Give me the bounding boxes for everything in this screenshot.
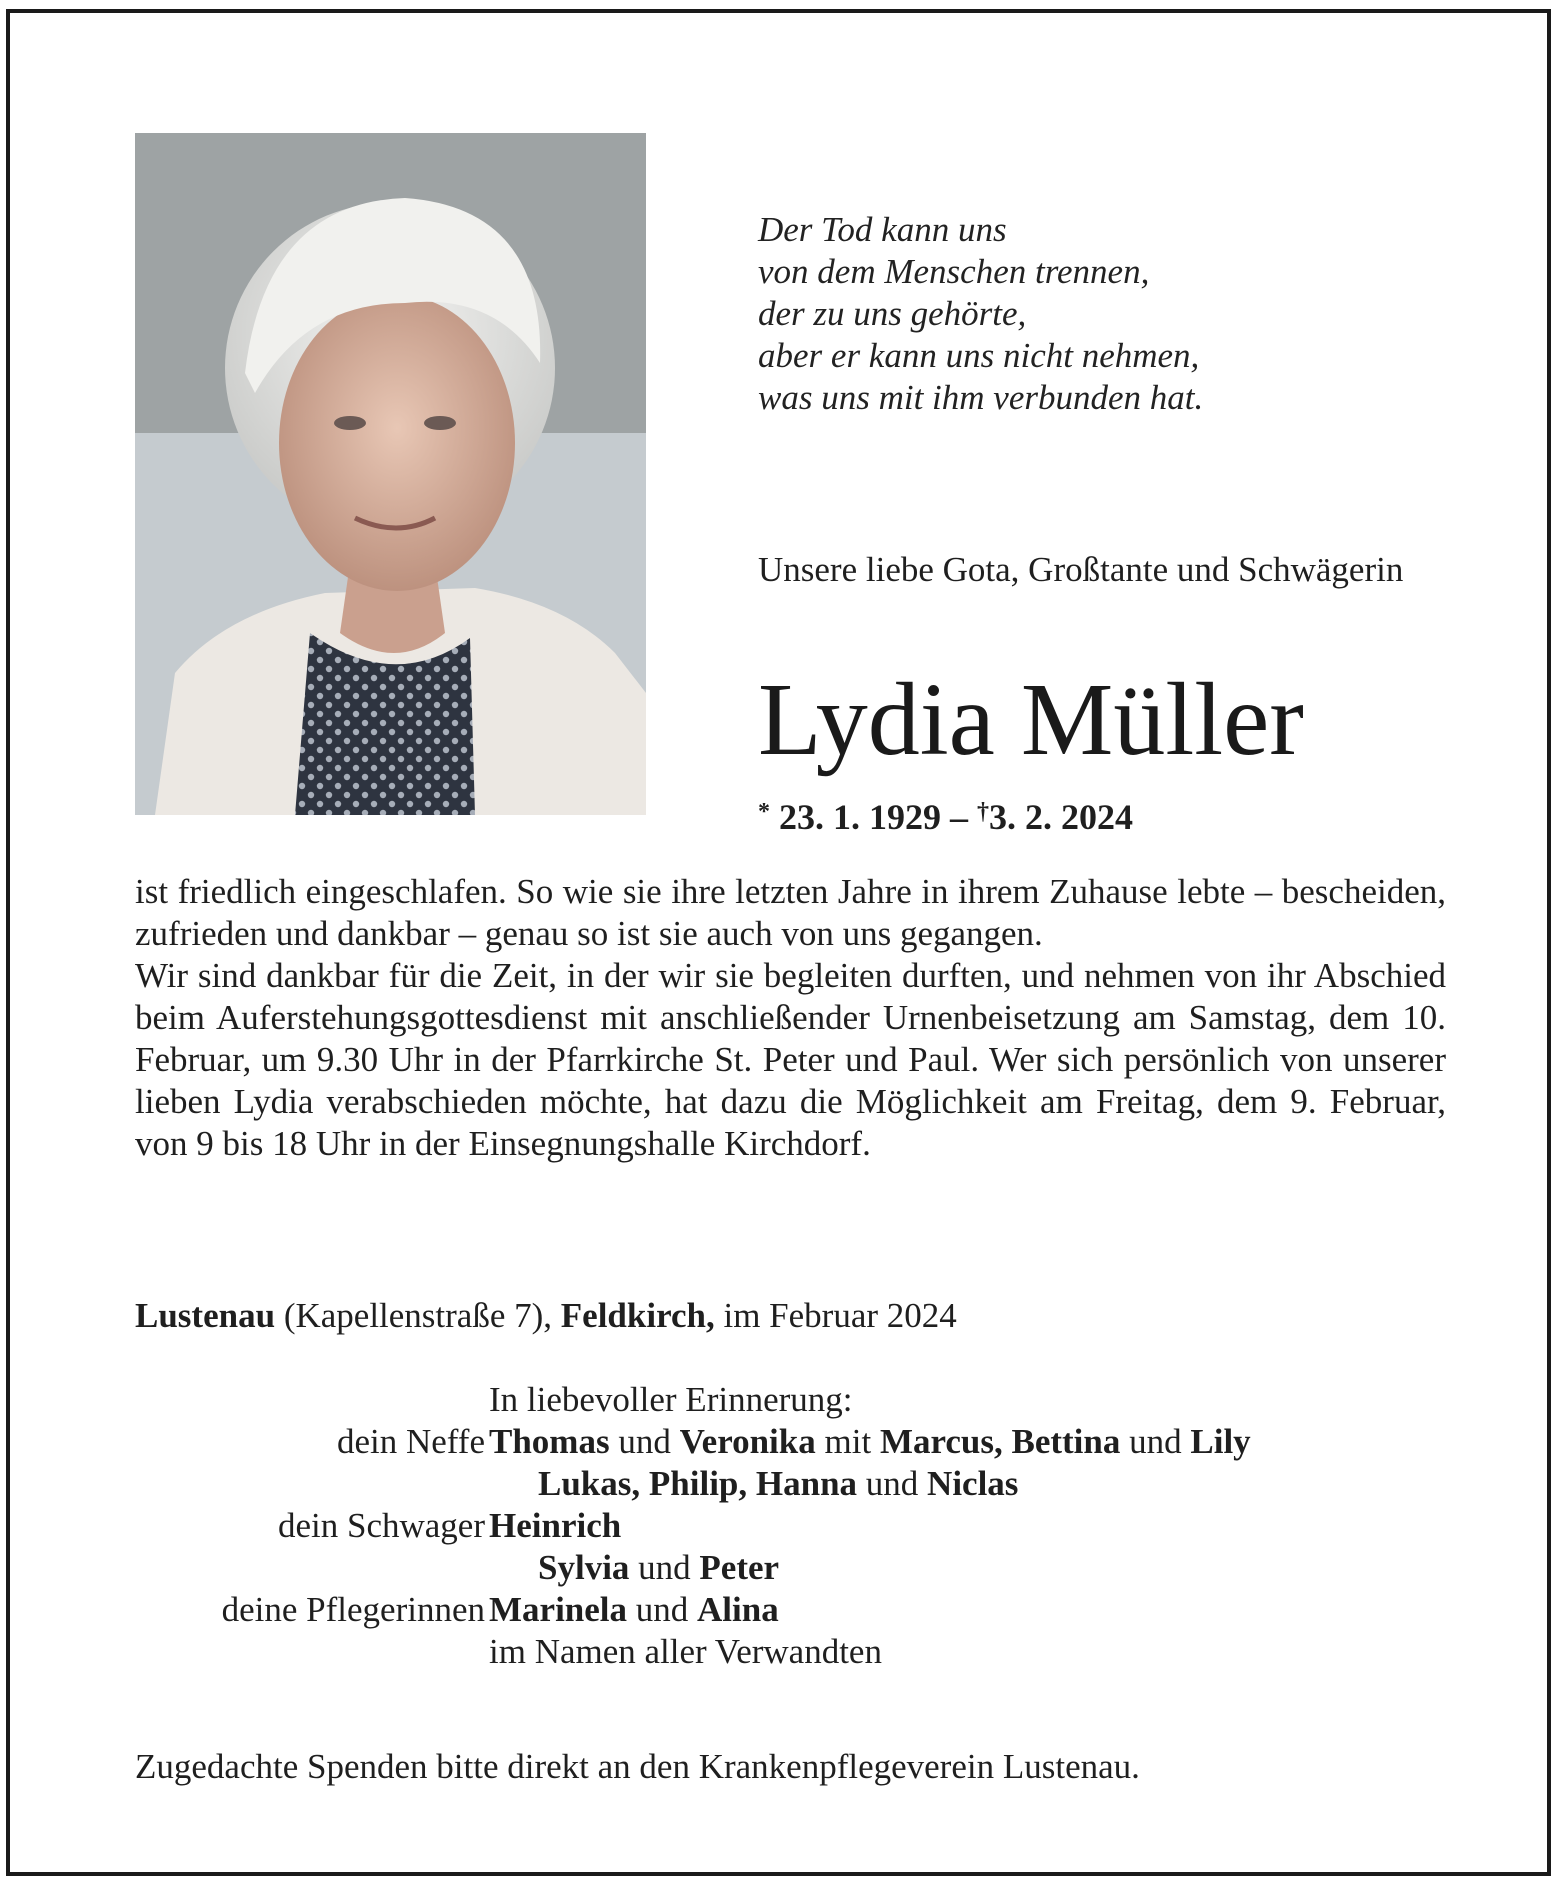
mourners-closing: im Namen aller Verwandten [489, 1632, 882, 1671]
mourner-name: Alina [697, 1590, 779, 1629]
connector: und [609, 1422, 680, 1461]
paragraph: Wir sind dankbar für die Zeit, in der wir sie begleiten durften, und nehmen von ihr Abschied beim Auferstehungsgottesdienst mit anschließender Urnenbeisetzung am Samstag, dem 10. Februar, um 9.30 Uhr in der Pfarrkirche St. Peter und Paul. Wer sich persönlich von unserer lieben Lydia verabschieden möchte, hat dazu die Möglichkeit am Freitag, dem 9. Februar, von 9 bis 18 Uhr in der Einsegnungshalle Kirchdorf. [135, 956, 1446, 1163]
mourner-row [10, 1589, 1555, 1631]
mourner-row [10, 1463, 1555, 1505]
mourner-name: Marinela [489, 1590, 628, 1629]
portrait-photo-icon [135, 133, 646, 815]
portrait-photo [135, 133, 646, 815]
address: (Kapellenstraße 7), [275, 1296, 561, 1335]
town: Lustenau [135, 1296, 276, 1335]
mourner-name: Heinrich [489, 1506, 622, 1545]
connector: und [627, 1590, 698, 1629]
intro-text: Unsere liebe Gota, Großtante und Schwägerin [758, 550, 1404, 589]
quote [758, 209, 1203, 419]
mourner-name: Marcus, Bettina [879, 1422, 1121, 1461]
quote-line: der zu uns gehörte, [758, 294, 1027, 333]
mourner-names [538, 1463, 1018, 1505]
birth-date: 23. 1. 1929 [779, 797, 941, 837]
mourner-row [10, 1421, 1555, 1463]
relation-label: dein Neffe [336, 1422, 485, 1461]
town: Feldkirch, [560, 1296, 715, 1335]
mourner-names [538, 1547, 779, 1589]
quote-line: von dem Menschen trennen, [758, 252, 1150, 291]
quote-line: Der Tod kann uns [758, 210, 1007, 249]
mourner-row [10, 1505, 1555, 1547]
birth-symbol: * [758, 799, 770, 825]
date-separator: – [941, 797, 977, 837]
mourner-name: Lily [1190, 1422, 1251, 1461]
death-symbol: † [977, 799, 989, 825]
mourner-name: Lukas, Philip, Hanna [538, 1464, 858, 1503]
connector: und [1120, 1422, 1191, 1461]
mourner-name: Veronika [679, 1422, 816, 1461]
obituary-text [135, 871, 1446, 1165]
deceased-name: Lydia Müller [758, 662, 1304, 777]
donation-note: Zugedachte Spenden bitte direkt an den Krankenpflegeverein Lustenau. [135, 1747, 1140, 1786]
place-and-date [135, 1295, 957, 1337]
mourners-heading-row [10, 1379, 1555, 1421]
mourner-names [489, 1421, 1251, 1463]
connector: und [629, 1548, 700, 1587]
life-dates [758, 791, 1133, 838]
connector: und [857, 1464, 928, 1503]
quote-line: aber er kann uns nicht nehmen, [758, 336, 1200, 375]
mourner-names [489, 1589, 779, 1631]
mourner-name: Thomas [489, 1422, 610, 1461]
quote-line: was uns mit ihm verbunden hat. [758, 378, 1204, 417]
mourners-list [10, 1379, 1555, 1673]
mourner-name: Peter [699, 1548, 780, 1587]
mourners-closing-row [10, 1631, 1555, 1673]
mourner-row [10, 1547, 1555, 1589]
connector: mit [815, 1422, 880, 1461]
relation-label: deine Pflegerinnen [221, 1590, 485, 1629]
paragraph: ist friedlich eingeschlafen. So wie sie ihre letzten Jahre in ihrem Zuhause lebte – bescheiden, zufrieden und dankbar – genau so ist sie auch von uns gegangen. [135, 872, 1446, 953]
mourners-heading: In liebevoller Erinnerung: [489, 1380, 853, 1419]
relation-label: dein Schwager [277, 1506, 485, 1545]
obituary-page [6, 9, 1551, 1876]
death-date: 3. 2. 2024 [989, 797, 1133, 837]
mourner-name: Niclas [927, 1464, 1019, 1503]
mourner-name: Sylvia [538, 1548, 630, 1587]
mourner-names [489, 1505, 621, 1547]
month-year: im Februar 2024 [714, 1296, 957, 1335]
